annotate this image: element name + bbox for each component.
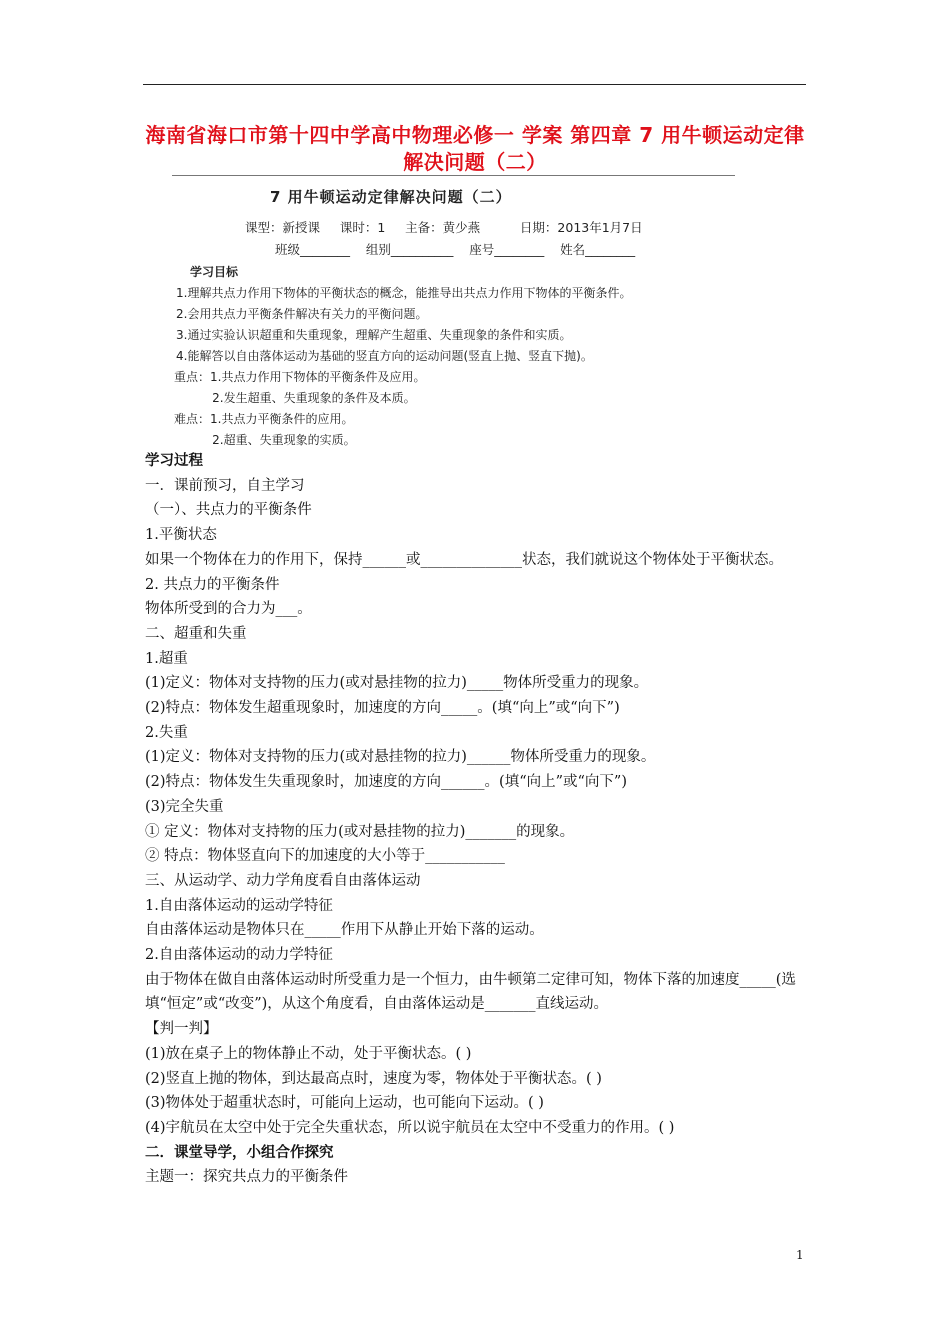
- objective-line: 4.能解答以自由落体运动为基础的竖直方向的运动问题(竖直上抛、竖直下抛)。: [176, 349, 593, 363]
- true-false-question: (3)物体处于超重状态时，可能向上运动，也可能向下运动。( ): [145, 1095, 544, 1112]
- fill-in-question: (2)特点：物体发生失重现象时，加速度的方向______。(填“向上”或“向下”): [145, 774, 628, 791]
- section-heading: 一．课前预习，自主学习: [145, 477, 305, 494]
- student-info-line: 班级________ 组别__________ 座号________ 姓名________: [275, 242, 636, 257]
- fill-in-question: 自由落体运动是物体只在_____作用下从静止开始下落的运动。: [145, 922, 544, 939]
- objective-line: 2.会用共点力平衡条件解决有关力的平衡问题。: [176, 307, 428, 321]
- item-heading: 2.自由落体运动的动力学特征: [145, 947, 333, 964]
- true-false-question: (1)放在桌子上的物体静止不动，处于平衡状态。( ): [145, 1045, 472, 1062]
- fill-in-question: (1)定义：物体对支持物的压力(或对悬挂物的拉力)_____物体所受重力的现象。: [145, 675, 649, 692]
- document-title: 海南省海口市第十四中学高中物理必修一 学案 第四章 7 用牛顿运动定律解决问题（二）: [145, 123, 805, 174]
- item-heading: 2. 共点力的平衡条件: [145, 576, 280, 593]
- title-underline: [172, 175, 735, 176]
- objective-line: 3.通过实验认识超重和失重现象，理解产生超重、失重现象的条件和实质。: [176, 328, 572, 342]
- fill-in-question: 如果一个物体在力的作用下，保持______或______________状态，我们就说这个物体处于平衡状态。: [145, 551, 783, 568]
- item-heading: 1.超重: [145, 650, 188, 667]
- section-heading: 二、超重和失重: [145, 625, 247, 642]
- fill-in-question: 由于物体在做自由落体运动时所受重力是一个恒力，由牛顿第二定律可知，物体下落的加速度_____(选填“恒定”或“改变”)，从这个角度看，自由落体运动是_______直线运动。: [145, 971, 796, 1013]
- judge-heading: 【判一判】: [145, 1021, 218, 1038]
- item-heading: 1.平衡状态: [145, 527, 217, 544]
- section-heading: 二．课堂导学，小组合作探究: [145, 1143, 334, 1161]
- topic-heading: 主题一：探究共点力的平衡条件: [145, 1169, 348, 1186]
- objective-line: 1.理解共点力作用下物体的平衡状态的概念，能推导出共点力作用下物体的平衡条件。: [176, 286, 632, 300]
- fill-in-question: ② 特点：物体竖直向下的加速度的大小等于___________: [145, 848, 505, 865]
- difficulty-line: 2.超重、失重现象的实质。: [174, 433, 356, 447]
- fill-in-question: ① 定义：物体对支持物的压力(或对悬挂物的拉力)_______的现象。: [145, 823, 575, 840]
- key-point-line: 重点：1.共点力作用下物体的平衡条件及应用。: [174, 370, 426, 384]
- objectives-heading: 学习目标: [190, 265, 239, 279]
- item-heading: (3)完全失重: [145, 798, 224, 815]
- top-rule: [143, 84, 806, 85]
- true-false-question: (4)宇航员在太空中处于完全失重状态，所以说宇航员在太空中不受重力的作用。( ): [145, 1119, 675, 1136]
- fill-in-question: 物体所受到的合力为___。: [145, 601, 312, 618]
- lesson-meta-line: 课型：新授课 课时：1 主备：黄少燕 日期：2013年1月7日: [245, 220, 643, 235]
- section-heading: 三、从运动学、动力学角度看自由落体运动: [145, 872, 421, 889]
- lesson-subtitle: 7 用牛顿运动定律解决问题（二）: [270, 188, 512, 206]
- section-heading: 学习过程: [145, 452, 203, 469]
- subsection-heading: （一）、共点力的平衡条件: [145, 502, 312, 519]
- worksheet-body: [145, 449, 810, 1190]
- page-number: 1: [796, 1248, 804, 1262]
- item-heading: 1.自由落体运动的运动学特征: [145, 897, 333, 914]
- fill-in-question: (2)特点：物体发生超重现象时，加速度的方向_____。(填“向上”或“向下”): [145, 700, 620, 717]
- item-heading: 2.失重: [145, 724, 188, 741]
- true-false-question: (2)竖直上抛的物体，到达最高点时，速度为零，物体处于平衡状态。( ): [145, 1070, 602, 1087]
- fill-in-question: (1)定义：物体对支持物的压力(或对悬挂物的拉力)______物体所受重力的现象。: [145, 749, 656, 766]
- lesson-header-image: [160, 181, 780, 447]
- difficulty-line: 难点：1.共点力平衡条件的应用。: [174, 412, 354, 426]
- key-point-line: 2.发生超重、失重现象的条件及本质。: [174, 391, 416, 405]
